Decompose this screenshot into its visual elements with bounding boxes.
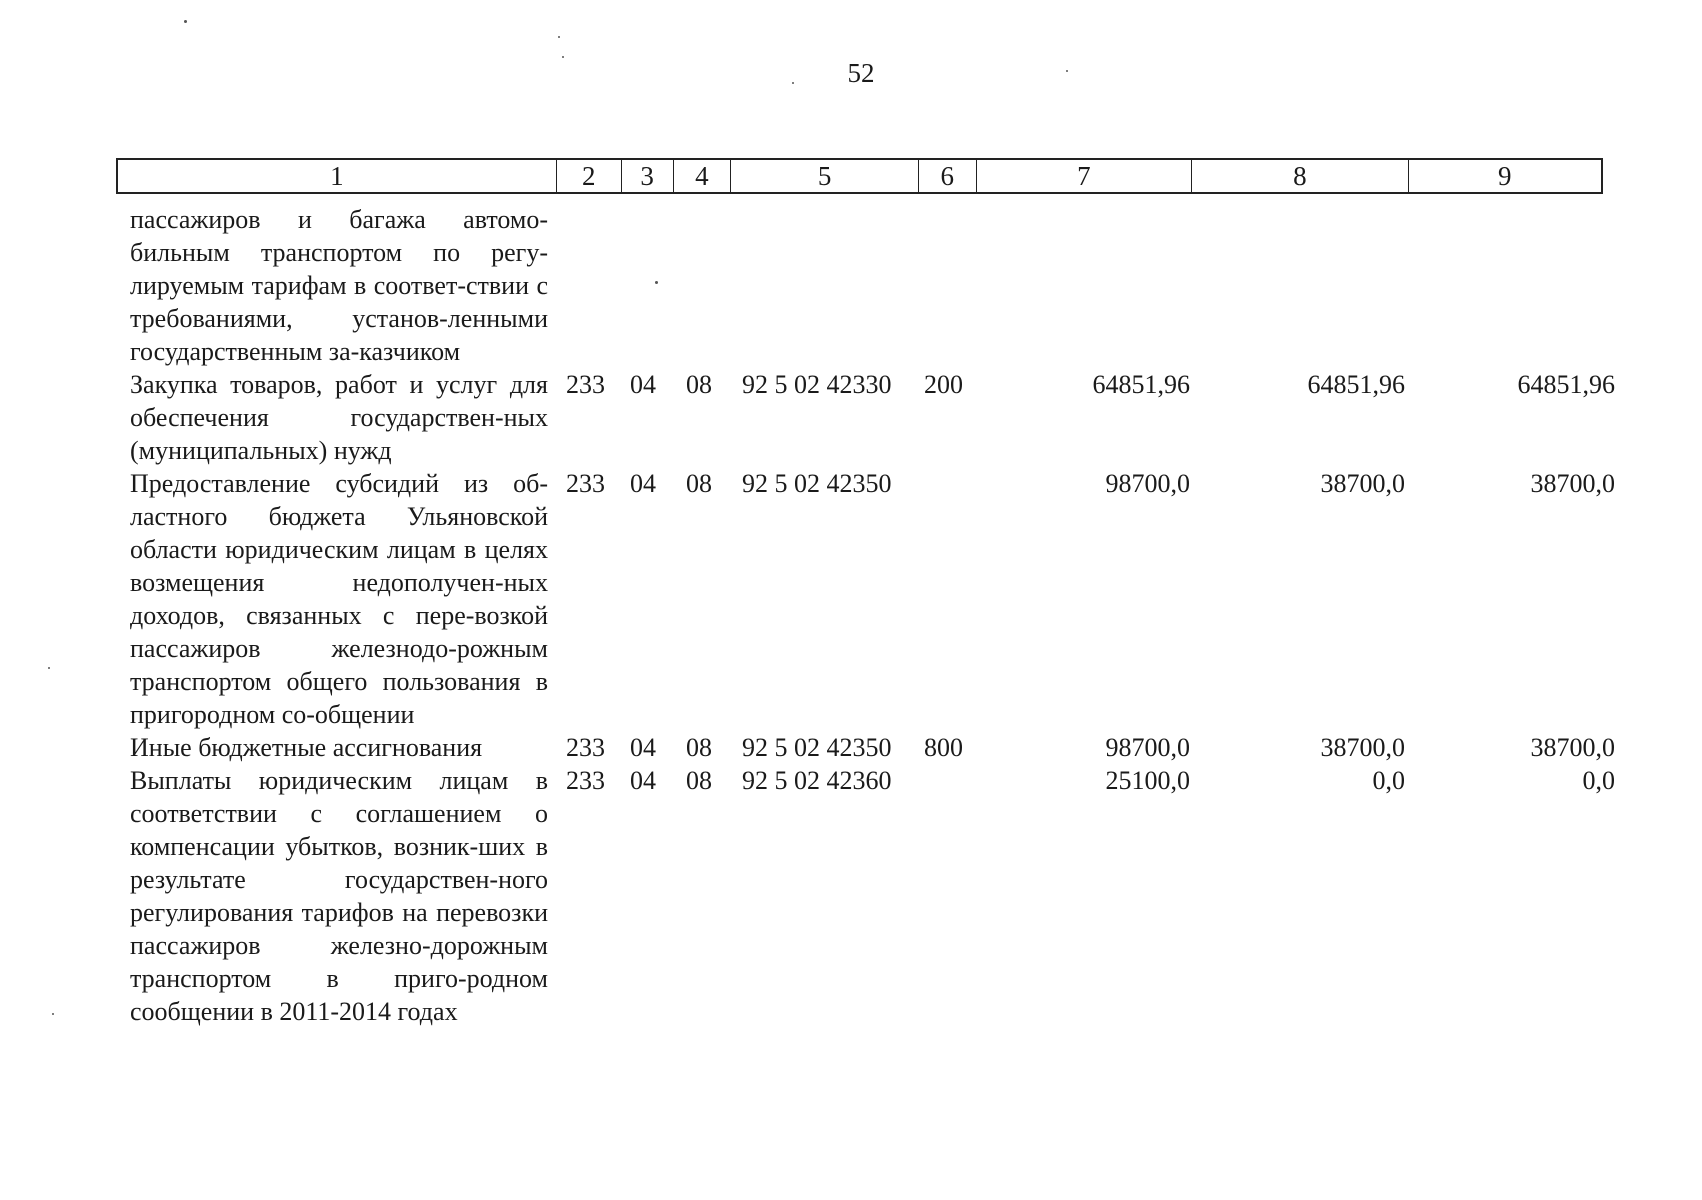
cell-expense-type: 200 (924, 370, 963, 399)
cell-amount-col8: 0,0 (1372, 766, 1405, 795)
header-col-7: 7 (977, 160, 1192, 192)
header-col-2: 2 (557, 160, 622, 192)
scan-speck (48, 667, 50, 669)
cell-amount-col8: 38700,0 (1320, 733, 1405, 762)
page-number: 52 (847, 58, 875, 88)
cell-section: 04 (630, 370, 656, 399)
cell-target-article: 92 5 02 42360 (742, 766, 892, 795)
cell-ministry-code: 233 (566, 469, 605, 498)
cell-amount-col7: 98700,0 (1105, 469, 1190, 498)
cell-amount-col7: 98700,0 (1105, 733, 1190, 762)
cell-amount-col9: 0,0 (1582, 766, 1615, 795)
cell-expense-type: 800 (924, 733, 963, 762)
cell-target-article: 92 5 02 42330 (742, 370, 892, 399)
cell-subsection: 08 (686, 370, 712, 399)
header-col-5: 5 (731, 160, 919, 192)
table-header-row (116, 158, 1603, 194)
scan-speck (184, 20, 187, 23)
scan-speck (52, 1013, 54, 1015)
header-col-6: 6 (919, 160, 977, 192)
table-row (130, 368, 1615, 467)
row-description: Предоставление субсидий из об-ластного бюджета Ульяновской области юридическим лицам в целях возмещения недополучен-ных доходов, связанных с пере-возкой пассажиров железнодо-рожным транспортом общего пользования в пригородном со-общении (130, 469, 548, 729)
cell-amount-col9: 64851,96 (1517, 370, 1615, 399)
cell-section: 04 (630, 766, 656, 795)
cell-target-article: 92 5 02 42350 (742, 469, 892, 498)
table-row (130, 203, 1600, 368)
table-row (130, 731, 1615, 764)
header-col-4: 4 (674, 160, 732, 192)
cell-section: 04 (630, 733, 656, 762)
row-description: пассажиров и багажа автомо-бильным транспортом по регу-лируемым тарифам в соответ-ствии с требованиями, установ-ленными государственным за-казчиком (130, 205, 548, 366)
cell-amount-col8: 38700,0 (1320, 469, 1405, 498)
cell-amount-col7: 25100,0 (1105, 766, 1190, 795)
header-col-9: 9 (1498, 161, 1512, 191)
cell-amount-col8: 64851,96 (1307, 370, 1405, 399)
cell-subsection: 08 (686, 469, 712, 498)
cell-amount-col7: 64851,96 (1092, 370, 1190, 399)
table-body (130, 203, 1615, 1028)
cell-subsection: 08 (686, 766, 712, 795)
row-description: Иные бюджетные ассигнования (130, 733, 483, 762)
table-row (130, 764, 1615, 1028)
header-col-1: 1 (118, 160, 557, 192)
cell-subsection: 08 (686, 733, 712, 762)
cell-ministry-code: 233 (566, 733, 605, 762)
cell-section: 04 (630, 469, 656, 498)
header-col-3: 3 (622, 160, 674, 192)
scan-speck (558, 36, 560, 38)
row-description: Выплаты юридическим лицам в соответствии с соглашением о компенсации убытков, возник-ших в результате государствен-ного регулирования тарифов на перевозки пассажиров железно-дорожным транспортом в приго-родном сообщении в 2011-2014 годах (130, 766, 548, 1026)
cell-target-article: 92 5 02 42350 (742, 733, 892, 762)
table-row (130, 467, 1615, 731)
cell-ministry-code: 233 (566, 370, 605, 399)
cell-amount-col9: 38700,0 (1530, 733, 1615, 762)
header-col-8: 8 (1192, 160, 1408, 192)
cell-ministry-code: 233 (566, 766, 605, 795)
cell-amount-col9: 38700,0 (1530, 469, 1615, 498)
row-description: Закупка товаров, работ и услуг для обеспечения государствен-ных (муниципальных) нужд (130, 370, 548, 465)
